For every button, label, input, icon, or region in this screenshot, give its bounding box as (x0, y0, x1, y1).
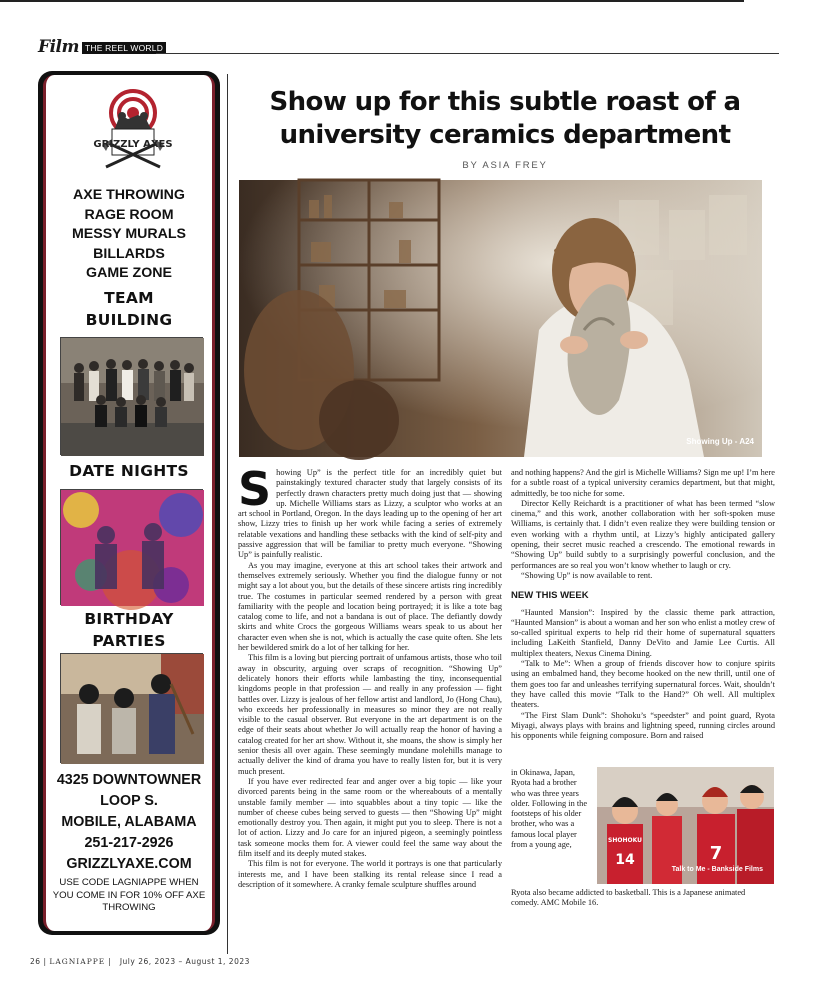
section-tag: THE REEL WORLD (82, 42, 166, 54)
listing-talk-to-me: “Talk to Me”: When a group of friends discover how to conjure spirits using an embalmed hand, they become hooked on the new thrill, until one of them goes too far and unleashes terrifying supernatural forces. Wait, shouldn’t they have called this movie “Talk to the Hand?” Oh well. All multiplex theaters. (511, 659, 775, 710)
page-number: 26 (30, 957, 41, 966)
article-column-2 (511, 468, 775, 741)
article-paragraph: As you may imagine, everyone at this art school takes their artwork and themselves extremely seriously. Whether you find the dialogue funny or not might say a lot about you, but the details of these sincere artists ring incredibly true. The costumes in particular seemed rendered by a person with great familiarity with the people and location being portrayed; it is like a tote bag catalog come to life, and not a bandana is out of place. The defiantly dowdy skirts and white Crocs the gorgeous Williams wears speak to us about her character even when she is not, which is actually the case quite often. She lets her bewildered smirk do a lot of her talking for her. (238, 560, 502, 653)
section-rule (156, 53, 779, 54)
ad-address-block (46, 770, 212, 875)
date-nights-heading: DATE NIGHTS (69, 462, 189, 480)
team-building-heading: TEAM BUILDING (85, 289, 173, 329)
top-rule (0, 0, 744, 2)
article-headline: Show up for this subtle roast of a university ceramics department (269, 87, 741, 150)
address-line: 4325 DOWNTOWNER (56, 772, 202, 788)
birthday-parties-heading: BIRTHDAY PARTIES (84, 610, 174, 650)
article-column-1 (238, 462, 502, 890)
publication-name: LAGNIAPPE (49, 957, 106, 966)
slam-dunk-image (597, 767, 774, 884)
footer-separator: | (43, 957, 50, 966)
new-this-week-heading: NEW THIS WEEK (511, 590, 589, 602)
lead-text: howing Up” is the perfect title for an incredibly quiet but painstakingly textured character study that largely consists of its perfectly drawn characters pretty much doing just that — showing up. Michelle Williams stars as Lizzy, a sculptor who works at an art school in Portland, Oregon. In the days leading up to the opening of her art show, Lizzy tries to finish up her work while facing a series of extremely relatable vexations and handling these setbacks with the kind of self-pity and passive aggression that will be familiar to pretty much everyone. “Showing Up” is painfully realistic. (238, 468, 502, 560)
article-paragraph (238, 462, 502, 561)
rage-room-photo (60, 653, 203, 763)
jersey-number: 7 (709, 843, 723, 864)
ceramics-studio-illustration (239, 180, 762, 457)
drop-cap: S (238, 462, 272, 516)
article-paragraph: This film is not for everyone. The world it portrays is one that particularly interests me, and I have been stalking its rental release since I read a description of it somewhere. A cranky female sculpture shuffles around (238, 859, 502, 889)
team-group-photo (60, 337, 203, 455)
rage-room-illustration (61, 654, 204, 764)
footer-separator: | (108, 957, 120, 966)
section-name: Film (38, 37, 79, 57)
service-item: AXE THROWING (73, 187, 185, 203)
hero-image (239, 180, 762, 457)
article-paragraph: “Showing Up” is now available to rent. (521, 570, 653, 580)
jersey-name: SHOHOKU (608, 837, 642, 844)
slam-dunk-caption: Talk to Me - Bankside Films (671, 866, 763, 873)
promo-code-text: USE CODE LAGNIAPPE WHEN YOU COME IN FOR 10% OFF AXE THROWING (52, 877, 206, 913)
grizzly-axes-logo (93, 85, 173, 175)
paint-photo-illustration (61, 490, 204, 606)
address-line: LOOP S. (100, 793, 158, 809)
ad-services-list (46, 186, 212, 284)
article-paragraph: If you have ever redirected fear and anger over a big topic — like your divorced parents being in the same room or the whereabouts of a mentally unstable family member — into squabbles about a tiny topic — like the number of cheese cubes being served to guests — then “Showing Up” might emotionally destroy you. Then again, it might put you to sleep. There is not a lot of action. Lizzy and Jo care for an injured pigeon, a seemingly pointless task someone mocks them for. A viewer could feel the same way about the film itself and its deeply muted stakes. (238, 776, 502, 858)
article-paragraph: Director Kelly Reichardt is a practitioner of what has been termed “slow cinema,” and this work, another collaboration with her soft-spoken muse Williams, is certainly that. I didn’t even realize they were building tension or even working with a rhythm until, at Lizzy’s highly anticipated gallery opening, their secret music reached a crescendo. The emotional rewards in “Showing Up” build subtly to a surprisingly powerful conclusion, and the performances are so real you won’t know whether to laugh or cry. (511, 498, 775, 570)
service-item: GAME ZONE (86, 265, 172, 281)
article-byline: BY ASIA FREY (462, 160, 548, 171)
listing-first-slam-dunk: “The First Slam Dunk”: Shohoku’s “speedster” and point guard, Ryota Miyagi, always plays with brains and lightning speed, running circles around his opponents while feigning composure. Born and raised (511, 710, 775, 741)
hero-caption: Showing Up - A24 (686, 437, 754, 446)
slam-dunk-tail-text: Ryota also became addicted to basketball. This is a Japanese animated comedy. AMC Mobile 16. (511, 888, 746, 908)
jersey-number: 14 (615, 852, 635, 868)
logo-text: GRIZZLY AXES (93, 139, 173, 150)
website-link[interactable]: GRIZZLYAXE.COM (66, 856, 192, 872)
ad-panel (43, 75, 215, 931)
issue-dates: July 26, 2023 – August 1, 2023 (119, 957, 250, 966)
slam-dunk-illustration (597, 767, 774, 884)
phone-number[interactable]: 251-217-2926 (84, 835, 174, 851)
column-divider (227, 74, 228, 954)
grizzly-axes-ad[interactable] (38, 71, 220, 935)
page-footer (30, 957, 250, 966)
team-photo-illustration (61, 338, 204, 456)
article-paragraph: and nothing happens? And the girl is Michelle Williams? Sign me up! I’m here for a subtle roast of a typical university ceramics department, but that might, admittedly, be too niche for some. (511, 468, 775, 498)
date-night-paint-photo (60, 489, 203, 605)
address-line: MOBILE, ALABAMA (61, 814, 197, 830)
article-paragraph: This film is a loving but piercing portrait of unfamous artists, those who toil away in obscurity, arguing over scraps of recognition. “Showing Up” delicately honors their efforts while lambasting the tiny, inconsequential kingdoms people in that profession — and really in any profession — fight battles over. Lizzy is jealous of her fellow artist and landlord, Jo (Hong Chau), who exceeds her professionally in measures so minor they are not really visible to the casual observer. But everyone in the art department is on the edge of their seats about whether Jo will actually reap the honor of having a catalog created for her art show. Without it, she moans, the show is simply her senior thesis all over again. These seemingly mundane molehills manage to actually deliver the kind of drama you have to really listen for, but it is very much present. (238, 653, 502, 776)
listing-haunted-mansion: “Haunted Mansion”: Inspired by the classic theme park attraction, “Haunted Mansion” is about a woman and her son who enlist a motley crew of so-called spiritual experts to help rid their home of supernatural squatters including LaKeith Stanfield, Danny DeVito and Jamie Lee Curtis. All multiplex theaters, Nexus Cinema Dining. (511, 607, 775, 658)
service-item: MESSY MURALS (71, 226, 187, 242)
section-header (38, 38, 166, 56)
service-item: BILLARDS (93, 245, 165, 262)
slam-dunk-wrap-text: in Okinawa, Japan, Ryota had a brother who was three years older. Following in the footsteps of his older brother, who was a famous local player from a young age, (511, 768, 588, 850)
service-item: RAGE ROOM (84, 206, 174, 223)
